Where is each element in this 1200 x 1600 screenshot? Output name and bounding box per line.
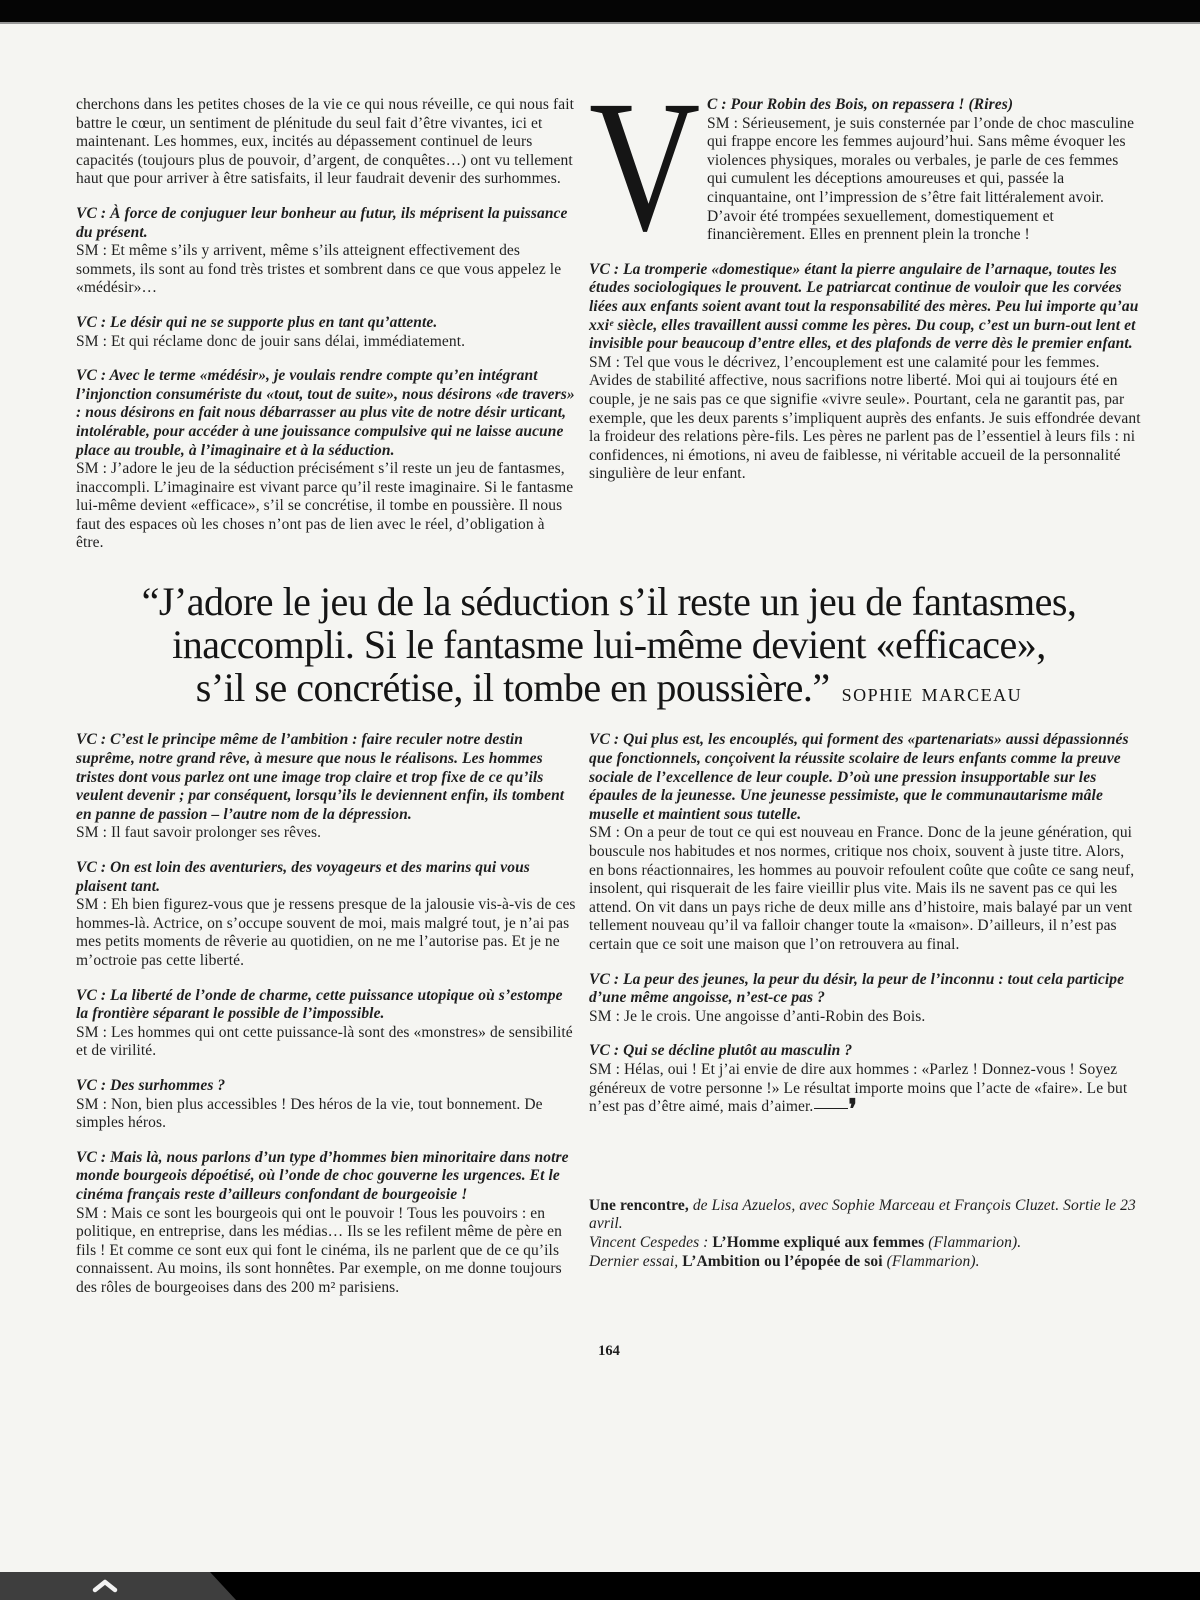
dialogue-question: VC : Qui se décline plutôt au masculin ? [589, 1042, 853, 1060]
credit-book1: Vincent Cespedes : L’Homme expliqué aux femmes (Flammarion). [589, 1233, 1022, 1251]
dialogue-answer: SM : Tel que vous le décrivez, l’encouplement est une calamité pour les femmes. Avides de stabilité affective, nous sacrifions notre liberté. Moi qui ai toujours été en couple, je ne sais pas ce que signifie «vivre seule». Pourtant, cela ne garantit pas, par exemple, que les deux parents s’impliquent auprès des enfants. Je suis effondrée devant la froideur des relations père-fils. Les pères ne parlent pas de l’essentiel à leurs fils : ni confidences, ni émotions, ni aveu de faiblesse, ni véritable accueil de la personnalité singulière de leur enfant. [589, 353, 1141, 483]
dialogue-answer: SM : Les hommes qui ont cette puissance-là sont des «monstres» de sensibilité et de virilité. [76, 1023, 573, 1060]
pull-quote-line: inaccompli. Si le fantasme lui-même devient «efficace», [172, 621, 1046, 667]
dialogue-question: VC : On est loin des aventuriers, des voyageurs et des marins qui vous plaisent tant. [76, 859, 530, 895]
pull-quote-attribution: sophie marceau [841, 677, 1023, 707]
dialogue-question: VC : Qui plus est, les encouplés, qui forment des «partenariats» aussi dépassionnés que fonctionnels, conçoivent la réussite scolaire de leurs enfants comme la preuve sociale de l’excellence de leur couple. D’où une pression insupportable sur les épaules de la jeunesse. Une jeunesse pessimiste, que le communautarisme mâle muselle et maintient sous tutelle. [589, 731, 1129, 823]
dialogue-question: VC : Le désir qui ne se supporte plus en tant qu’attente. [76, 313, 438, 331]
top-right-column [589, 61, 1142, 553]
pull-quote-line: “J’adore le jeu de la séduction s’il reste un jeu de fantasmes, [141, 579, 1077, 625]
dialogue-answer: SM : Et même s’ils y arrivent, même s’ils atteignent effectivement des sommets, ils sont au fond très tristes et sombrent dans ce que vous appelez le «médésir»… [76, 242, 562, 297]
magazine-page [0, 24, 1200, 1572]
chevron-up-icon [92, 1579, 118, 1593]
dialogue-question: VC : La tromperie «domestique» étant la pierre angulaire de l’arnaque, toutes les études sociologiques le prouvent. Le patriarcat continue de vouloir que les corvées liées aux enfants soient avant tout la responsabilité des mères. Peu lui importe qu’au xxiᵉ siècle, elles travaillent aussi comme les pères. Du coup, c’est un burn-out lent et invisible pour beaucoup d’entre elles, et des plafonds de verre dès le premier enfant. [589, 260, 1139, 353]
top-columns [76, 61, 1142, 553]
dialogue-question: VC : C’est le principe même de l’ambition : faire reculer notre destin suprême, notre grand rêve, à mesure que nous le réalisons. Les hommes tristes dont vous parlez ont une image trop claire et trop fixe de ce qu’ils veulent devenir ; par conséquent, lorsqu’ils le deviennent enfin, ils tombent en panne de passion – l’autre nom de la dépression. [76, 731, 565, 823]
credit-book2: Dernier essai, L’Ambition ou l’épopée de soi (Flammarion). [589, 1252, 980, 1270]
dialogue-question: VC : Mais là, nous parlons d’un type d’hommes bien minoritaire dans notre monde bourgeois dépoétisé, où l’onde de choc gouverne les urgences. Et le cinéma français reste d’ailleurs confondant de bourgeoisie ! [76, 1148, 569, 1203]
pull-quote-last-line: s’il se concrétise, il tombe en poussière.” sophie marceau [195, 664, 1023, 710]
credit-movie: Une rencontre, de Lisa Azuelos, avec Sophie Marceau et François Cluzet. Sortie le 23 avril. [589, 1196, 1136, 1233]
dialogue-answer: SM : Sérieusement, je suis consternée par l’onde de choc masculine qui frappe encore les femmes aujourd’hui. Sans même évoquer les violences physiques, morales ou verbales, je parle de ces femmes qui cumulent les déceptions amoureuses et qui, passée la cinquantaine, ont l’impression de s’être fait littéralement avoir. D’avoir été trompées sexuellement, domestiquement et financièrement. Elles en prennent plein la tronche ! [707, 114, 1135, 244]
body-continuation: cherchons dans les petites choses de la vie ce qui nous réveille, ce qui nous fait battre le cœur, un sentiment de plénitude du seul fait d’être vivantes, ici et maintenant. Les hommes, eux, incités au dépassement continuel de leurs capacités (toujours plus de pouvoir, d’argent, de conquêtes…) ont vu tellement haut que pour arriver à être satisfaits, il leur faudrait devenir des surhommes. [76, 96, 575, 188]
dialogue-question: VC : La liberté de l’onde de charme, cette puissance utopique où s’estompe la frontière séparant le possible de l’impossible. [76, 986, 563, 1023]
reader-top-bar [0, 0, 1200, 24]
bottom-right-column [589, 731, 1142, 1297]
end-rule [814, 1106, 848, 1109]
dialogue-question: VC : La peur des jeunes, la peur du désir, la peur de l’inconnu : tout cela participe d’une même angoisse, n’est-ce pas ? [589, 970, 1125, 1007]
dialogue-question: VC : Des surhommes ? [76, 1076, 226, 1094]
dialogue-answer: SM : Eh bien figurez-vous que je ressens presque de la jalousie vis-à-vis de ces hommes-là. Actrice, on s’occupe souvent de moi, mais malgré tout, je n’ai pas mes petits moments de rêverie au quotidien, on ne me l’autorise pas. Et je ne m’octroie pas cette liberté. [76, 896, 576, 969]
dialogue-question: VC : Avec le terme «médésir», je voulais rendre compte qu’en intégrant l’injonction consumériste du «tout, tout de suite», nous désirons «de travers» : nous désirons en fait nous débarrasser au plus vite de notre désir urticant, intolérable, pour accéder à une jouissance compulsive qui ne laisse aucune place au trouble, à l’imaginaire et à la séduction. [76, 367, 575, 459]
dropcap-paragraph [589, 61, 1142, 270]
dialogue-answer: SM : Mais ce sont les bourgeois qui ont le pouvoir ! Tous les pouvoirs : en politique, en entreprise, dans les médias… Ils se les refilent même de père en fils ! Et comme ce sont eux qui font le cinéma, ils ne parlent que de ce qu’ils connaissent. Au moins, ils sont honnêtes. Par exemple, on me donne toujours des rôles de bourgeoises dans des 200 m² parisiens. [76, 1204, 562, 1296]
dialogue-answer: SM : Non, bien plus accessibles ! Des héros de la vie, tout bonnement. De simples héros. [76, 1095, 543, 1132]
pull-quote [76, 581, 1142, 709]
dialogue-question: VC : À force de conjuguer leur bonheur au futur, ils méprisent la puissance du présent. [76, 204, 568, 241]
bottom-columns [76, 731, 1142, 1297]
dialogue-answer: SM : Et qui réclame donc de jouir sans délai, immédiatement. [76, 332, 466, 350]
top-left-column [76, 96, 576, 553]
article-content [0, 61, 1200, 1360]
reader-bottom-bar [0, 1572, 1200, 1600]
dialogue-answer: SM : J’adore le jeu de la séduction précisément s’il reste un jeu de fantasmes, inaccompli. L’imaginaire est vivant parce qu’il reste imaginaire. Si le fantasme lui-même devient «efficace», s’il se concrétise, il tombe en poussière. Il nous faut des espaces où les choses n’ont pas de lien avec le réel, d’obligation à être. [76, 460, 574, 552]
credits-block [589, 1197, 1142, 1271]
page-number: 164 [598, 1343, 620, 1360]
dialogue-answer: SM : On a peur de tout ce qui est nouveau en France. Donc de la jeune génération, qui bouscule nos habitudes et nos normes, critique nos choix, souvent à juste titre. Alors, en bons réactionnaires, les hommes au pouvoir refoulent coûte que coûte ce sang neuf, insolent, qui risquerait de les faire vieillir plus vite. Mais ils ne savent pas ce qui les attend. On vit dans un pays riche de deux mille ans d’histoire, mais balayé par un vent tellement nouveau qu’il va falloir changer toute la «maison». D’ailleurs, il n’est pas certain que ce soit une maison que l’on retrouvera au final. [589, 824, 1135, 953]
dialogue-answer: SM : Il faut savoir prolonger ses rêves. [76, 824, 322, 842]
dialogue-answer-final: SM : Hélas, oui ! Et j’ai envie de dire aux hommes : «Parlez ! Donnez-vous ! Soyez généreux de votre personne !» Le résultat importe moins que l’acte de «faire». Le but n’est pas d’être aimé, mais d’aimer. ❜ [589, 1060, 1128, 1125]
drop-cap-letter: V [589, 61, 701, 270]
dialogue-answer: SM : Je le crois. Une angoisse d’anti-Robin des Bois. [589, 1007, 926, 1025]
show-controls-tab[interactable] [0, 1572, 236, 1600]
bottom-left-column [76, 731, 576, 1297]
dialogue-question: C : Pour Robin des Bois, on repassera ! (Rires) [707, 96, 1014, 113]
